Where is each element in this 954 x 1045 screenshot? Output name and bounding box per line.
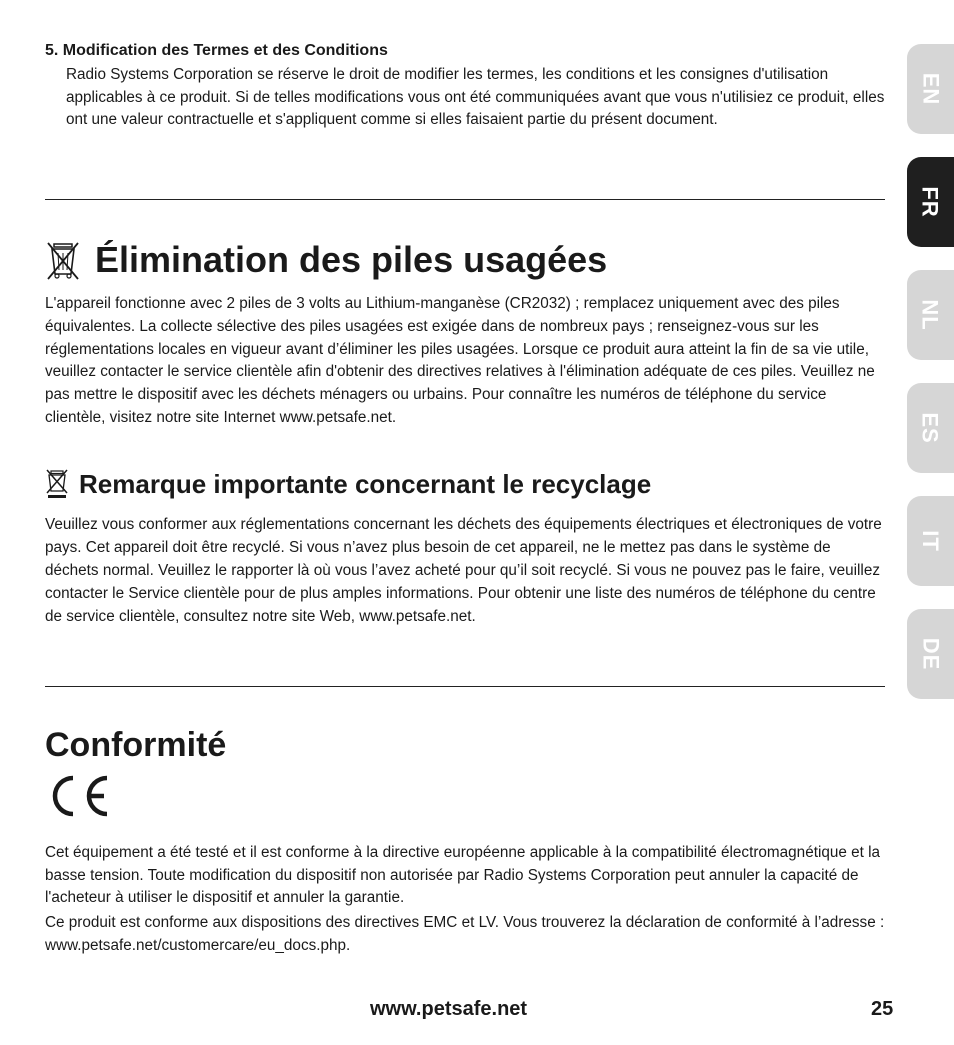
recycling-title: Remarque importante concernant le recyclage [79, 469, 652, 499]
language-tab-label: FR [917, 186, 943, 218]
conformity-body-1: Cet équipement a été testé et il est conforme à la directive européenne applicable à la compatibilité électromagnétique et la basse tension. Toute modification du dispositif non autorisée par Radio Systems Corporation peut annuler la capacité de l'acheteur à utiliser le dispositif et annuler la garantie. [45, 844, 881, 907]
language-tab-label: NL [917, 299, 943, 331]
crossed-bin-icon [45, 240, 81, 280]
page-number: 25 [871, 998, 894, 1020]
section-5-body: Radio Systems Corporation se réserve le droit de modifier les termes, les conditions et les consignes d'utilisation applicables à ce produit. Si de telles modifications vous ont été communiquées avant que vous n'utilisiez ce produit, elles ont une valeur contractuelle et s'appliquent comme si elles faisaient partie du présent document. [66, 66, 885, 129]
battery-disposal-title: Élimination des piles usagées [95, 239, 608, 280]
language-tab-nl[interactable] [907, 270, 954, 360]
section-5-title: 5. Modification des Termes et des Conditions [45, 42, 388, 59]
divider [45, 199, 885, 200]
ce-mark-icon [45, 773, 111, 819]
battery-disposal-body: L'appareil fonctionne avec 2 piles de 3 volts au Lithium-manganèse (CR2032) ; remplacez uniquement avec des piles équivalentes. La collecte sélective des piles usagées est exigée dans de nombreux pays ; renseignez-vous sur les réglementations locales en vigueur avant d’éliminer les piles usagées. Lorsque ce produit aura atteint la fin de sa vie utile, veuillez contacter le service clientèle afin d'obtenir des directives relatives à l'élimination adéquate de ces piles. Veuillez ne pas mettre le dispositif avec les déchets ménagers ou urbains. Pour connaître les numéros de téléphone du service clientèle, visitez notre site Internet www.petsafe.net. [45, 295, 875, 426]
crossed-bin-icon [45, 469, 69, 499]
language-tab-fr[interactable] [907, 157, 954, 247]
language-tab-de[interactable] [907, 609, 954, 699]
conformity-title: Conformité [45, 726, 227, 764]
language-tab-label: DE [918, 637, 943, 671]
recycling-heading [45, 469, 651, 499]
language-tab-label: EN [918, 72, 943, 106]
battery-disposal-heading [45, 240, 607, 280]
language-tab-es[interactable] [907, 383, 954, 473]
language-tab-it[interactable] [907, 496, 954, 586]
recycling-body: Veuillez vous conformer aux réglementations concernant les déchets des équipements électriques et électroniques de votre pays. Cet appareil doit être recyclé. Si vous n’avez plus besoin de cet appareil, ne le mettez pas dans le système de déchets normal. Veuillez le rapporter là où vous l’avez acheté pour qu’il soit recyclé. Si vous ne pouvez pas le faire, veuillez contacter le Service clientèle pour de plus amples informations. Pour obtenir une liste des numéros de téléphone du centre de service clientèle, consultez notre site Web, www.petsafe.net. [45, 516, 882, 625]
conformity-body-2: Ce produit est conforme aux dispositions des directives EMC et LV. Vous trouverez la déclaration de conformité à l’adresse : www.petsafe.net/customercare/eu_docs.php. [45, 914, 885, 954]
language-tab-en[interactable] [907, 44, 954, 134]
language-tab-label: IT [918, 530, 943, 552]
footer-url: www.petsafe.net [370, 998, 528, 1020]
divider [45, 686, 885, 687]
language-tab-label: ES [917, 412, 943, 444]
